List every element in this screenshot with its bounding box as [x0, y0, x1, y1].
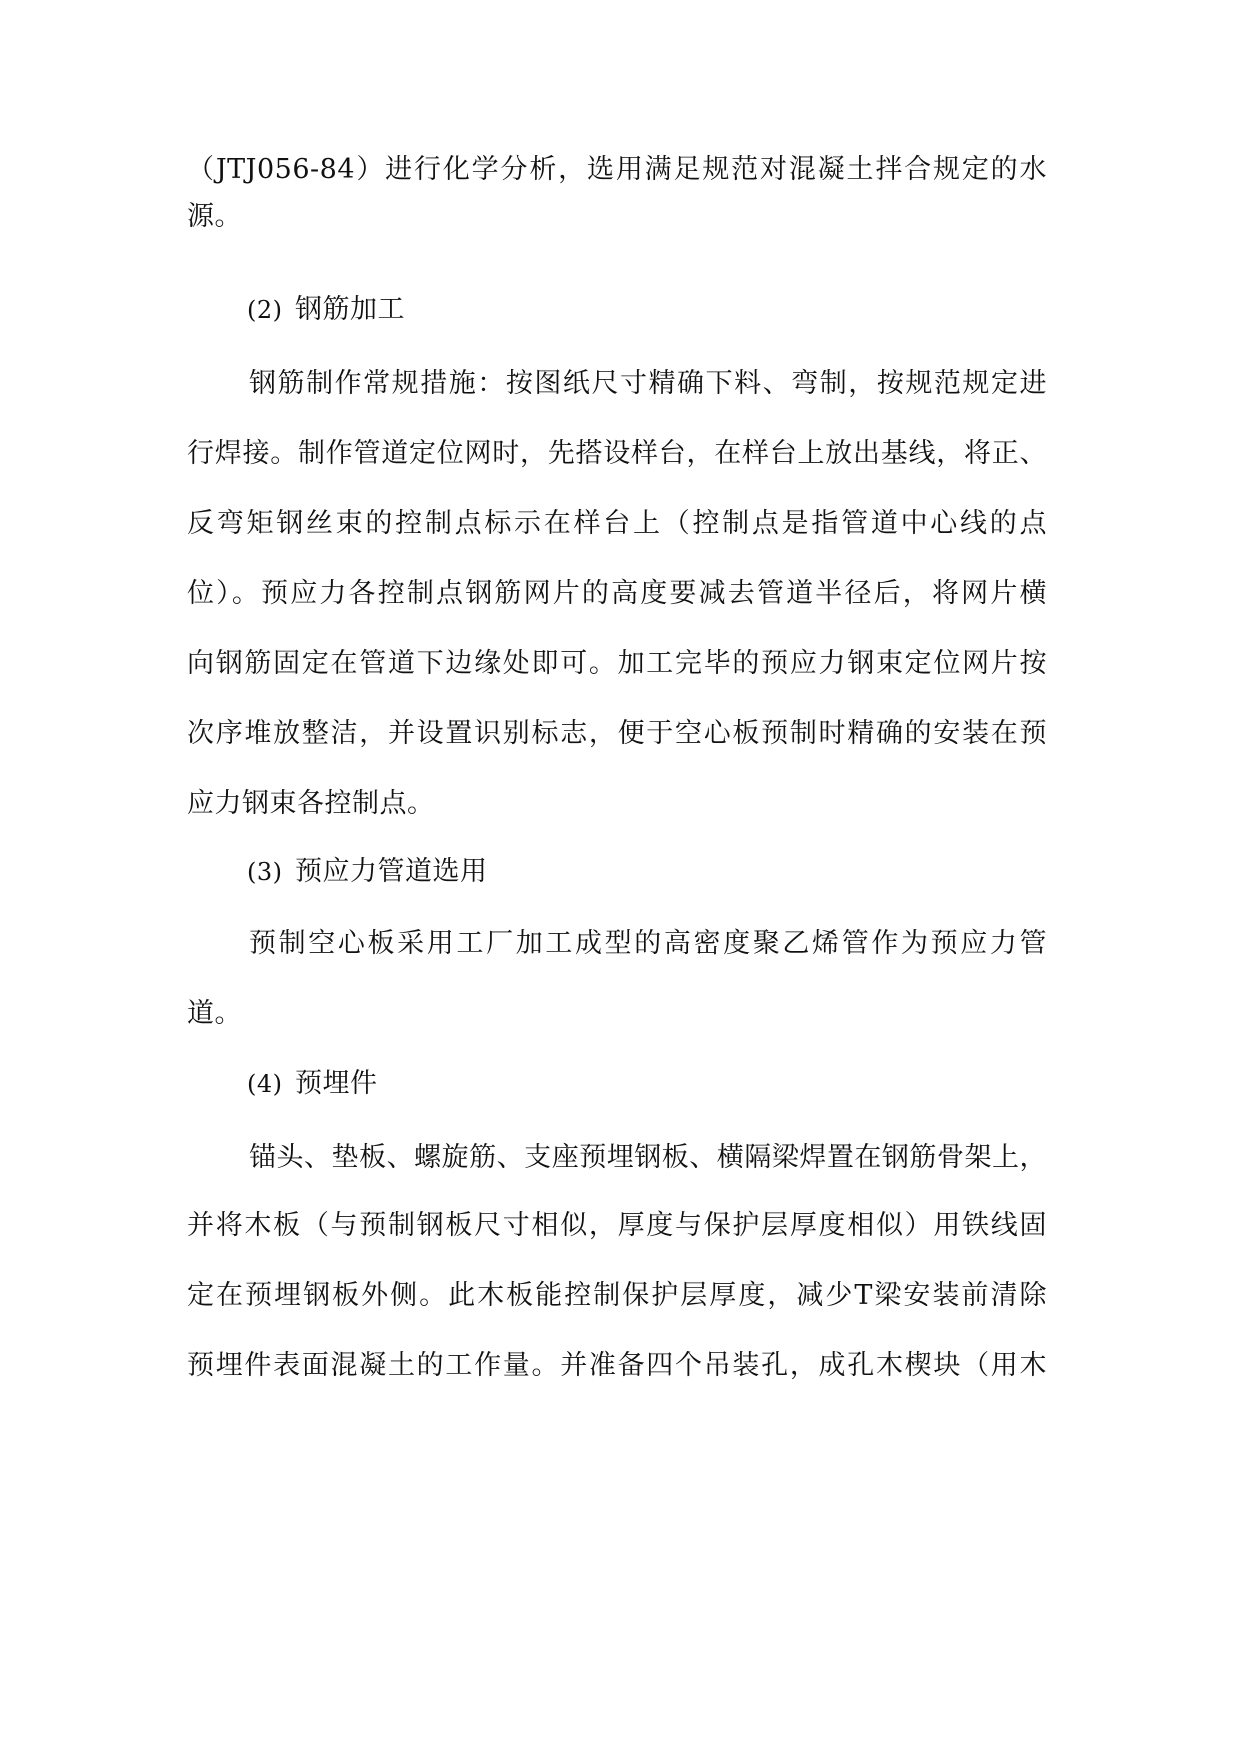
paragraph-2-line-7: 应力钢束各控制点。 [187, 788, 435, 819]
section-number: (2) [247, 296, 283, 324]
paragraph-2-line-6: 次序堆放整洁，并设置识别标志，便于空心板预制时精确的安装在预 [187, 718, 1047, 749]
paragraph-1-line-1: （JTJ056-84）进行化学分析，选用满足规范对混凝土拌合规定的水 [187, 154, 1047, 185]
paragraph-4-line-3: 定在预埋钢板外侧。此木板能控制保护层厚度，减少T梁安装前清除 [187, 1280, 1047, 1311]
section-heading-4 [247, 1064, 378, 1104]
section-title: 预埋件 [295, 1068, 378, 1099]
paragraph-3-line-1: 预制空心板采用工厂加工成型的高密度聚乙烯管作为预应力管 [249, 928, 1047, 959]
paragraph-2-line-1: 钢筋制作常规措施：按图纸尺寸精确下料、弯制，按规范规定进 [249, 368, 1047, 399]
paragraph-4-line-4: 预埋件表面混凝土的工作量。并准备四个吊装孔，成孔木楔块（用木 [187, 1350, 1047, 1381]
section-title: 预应力管道选用 [295, 856, 488, 887]
paragraph-2-line-4: 位）。预应力各控制点钢筋网片的高度要减去管道半径后，将网片横 [187, 578, 1047, 609]
section-heading-2 [247, 290, 405, 330]
section-number: (4) [247, 1070, 283, 1098]
section-number: (3) [247, 858, 283, 886]
section-heading-3 [247, 852, 488, 892]
paragraph-4-line-2: 并将木板（与预制钢板尺寸相似，厚度与保护层厚度相似）用铁线固 [187, 1210, 1047, 1241]
section-title: 钢筋加工 [295, 294, 405, 325]
paragraph-1-line-2: 源。 [187, 201, 242, 232]
paragraph-3-line-2: 道。 [187, 998, 242, 1029]
paragraph-2-line-5: 向钢筋固定在管道下边缘处即可。加工完毕的预应力钢束定位网片按 [187, 648, 1047, 679]
paragraph-2-line-2: 行焊接。制作管道定位网时，先搭设样台，在样台上放出基线，将正、 [187, 438, 1047, 469]
paragraph-4-line-1: 锚头、垫板、螺旋筋、支座预埋钢板、横隔梁焊置在钢筋骨架上， [249, 1142, 1047, 1173]
paragraph-2-line-3: 反弯矩钢丝束的控制点标示在样台上（控制点是指管道中心线的点 [187, 508, 1047, 539]
